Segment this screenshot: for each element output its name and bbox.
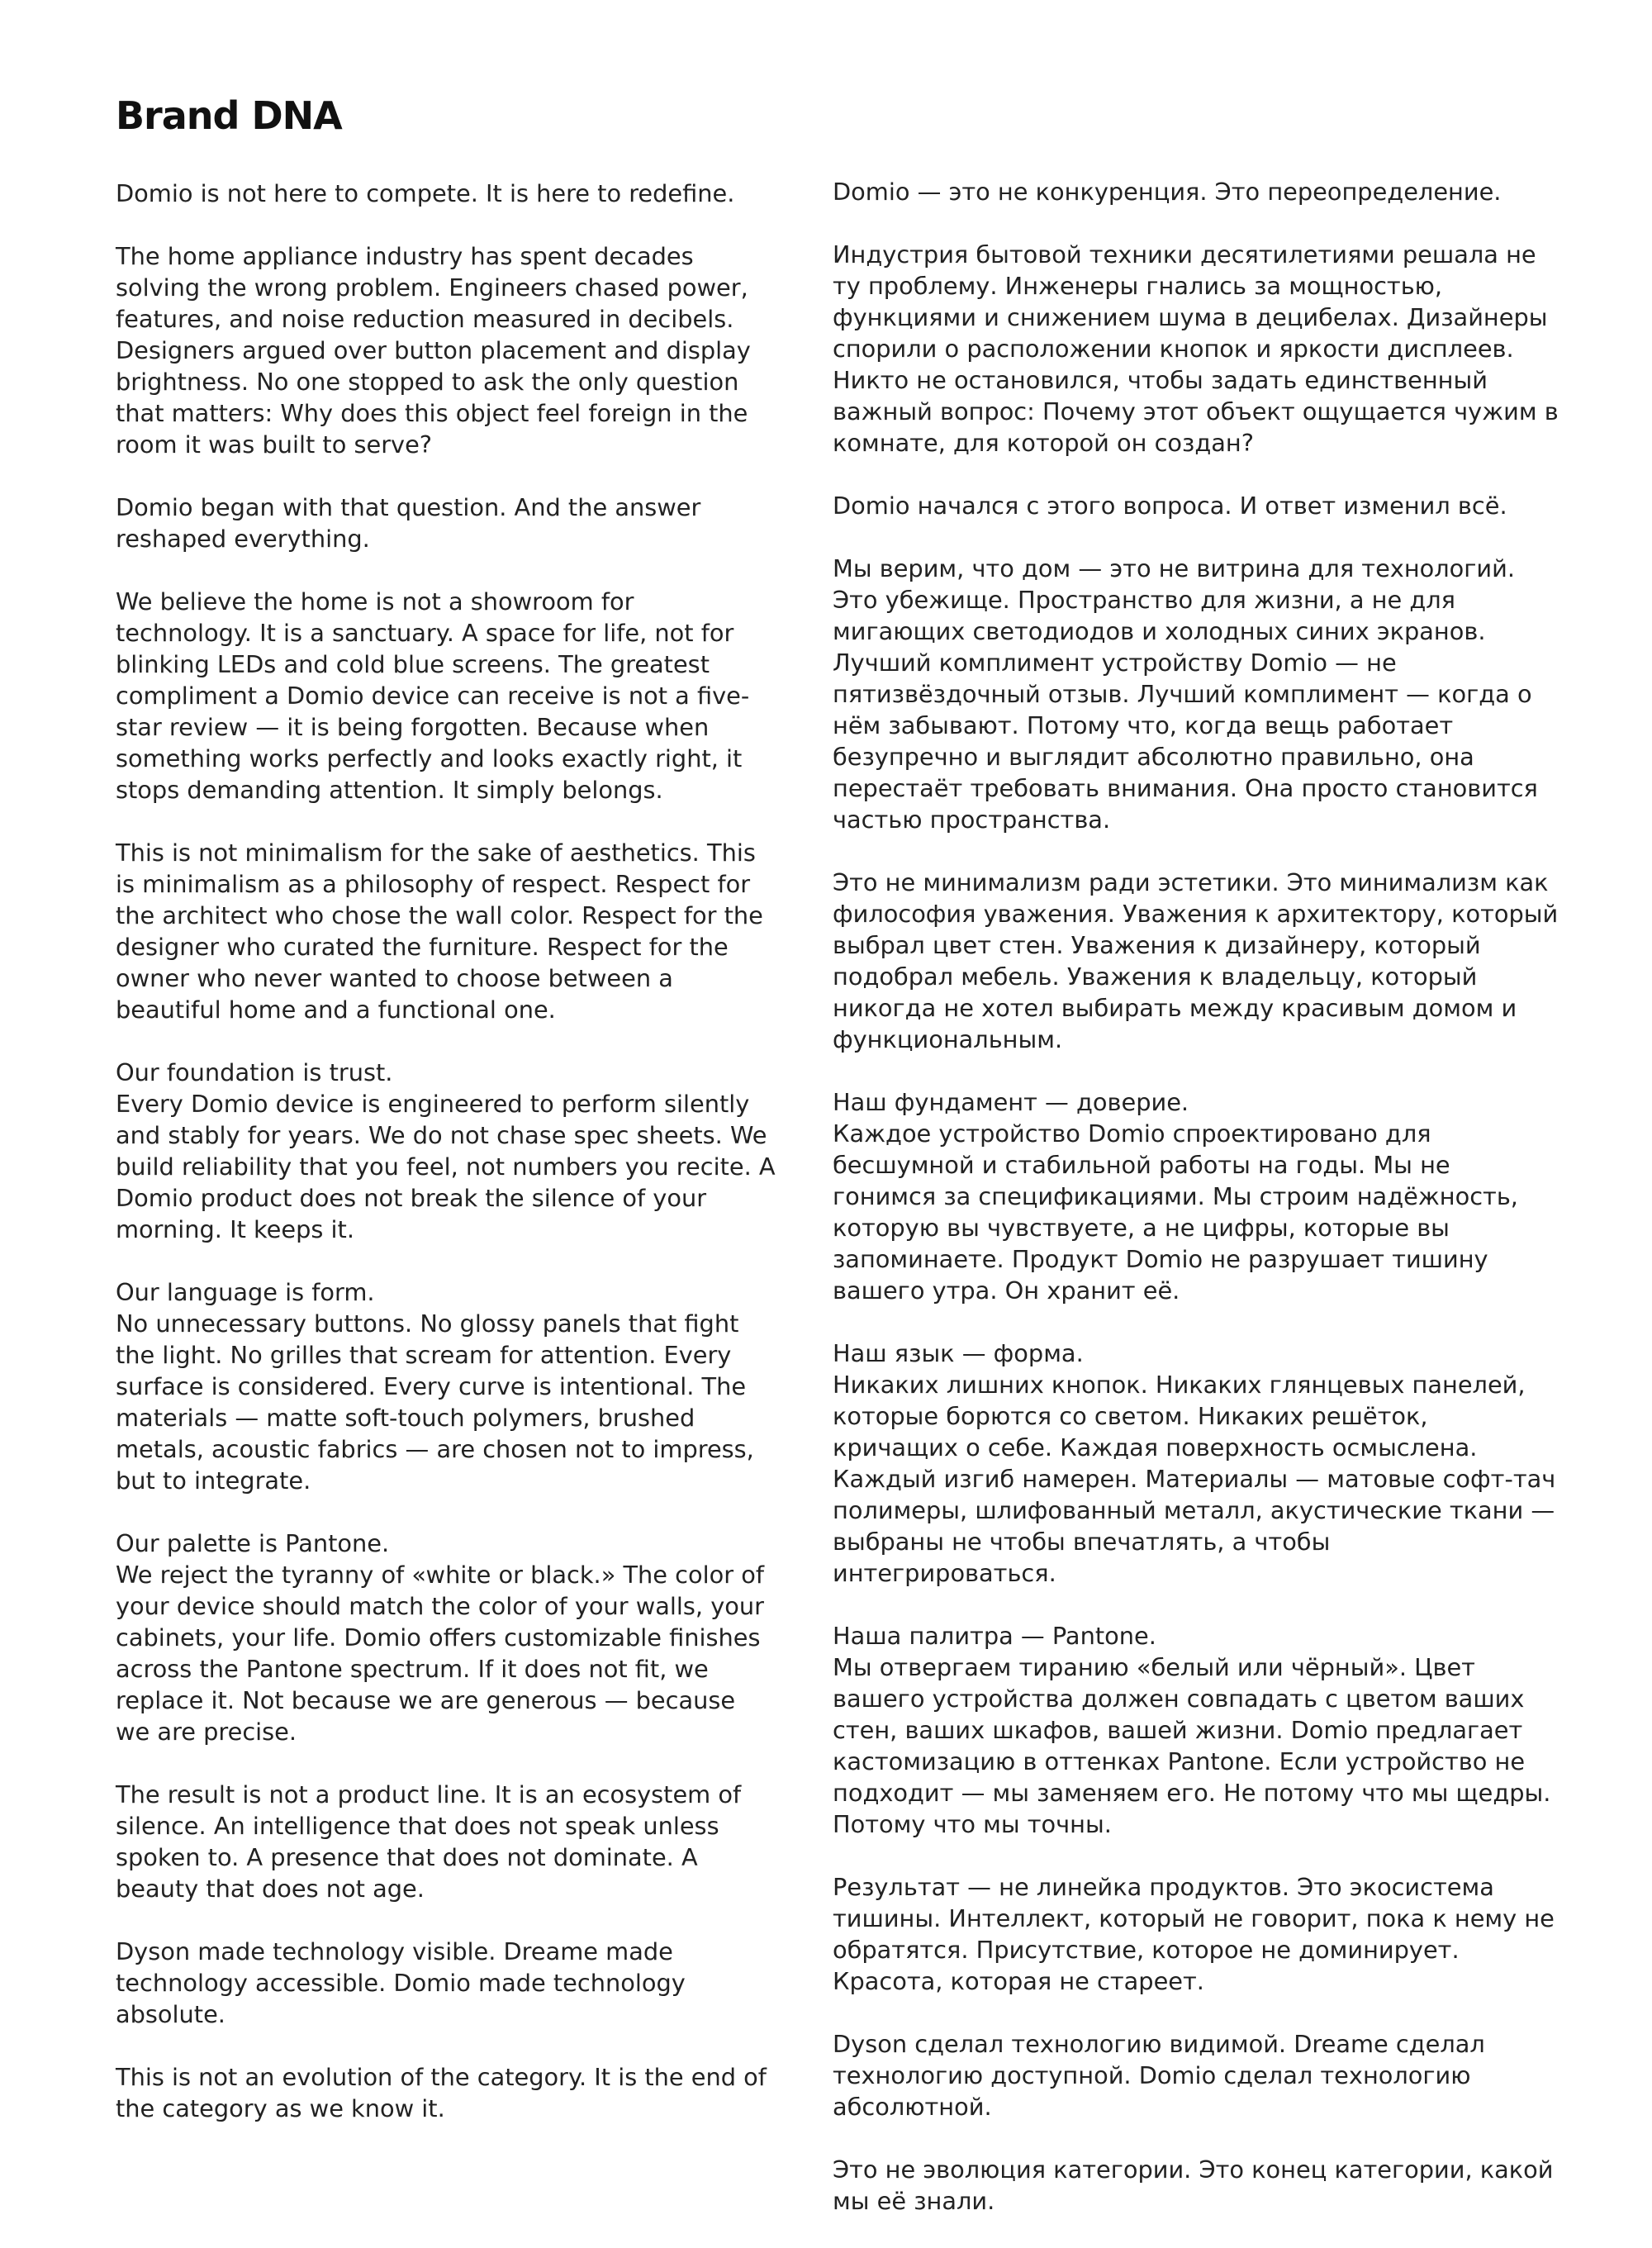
english-paragraph-7: Our language is form. No unnecessary buttons. No glossy panels that fight the light. No grilles that scream for attention. Every surface is considered. Every curve is intentional. The materials — matte soft-touch polymers, brushed metals, acoustic fabrics — are chosen not to impress, but to integrate. (116, 1278, 754, 1495)
russian-paragraph-5: Это не минимализм ради эстетики. Это минимализм как философия уважения. Уважения к архитектору, который выбрал цвет стен. Уважения к дизайнеру, который подобрал мебель. Уважения к владельцу, который никогда не хотел выбирать между красивым домом и функциональным. (833, 868, 1559, 1053)
english-paragraph-1: Domio is not here to compete. It is here to redefine. (116, 179, 735, 207)
english-paragraph-3: Domio began with that question. And the answer reshaped everything. (116, 493, 701, 553)
russian-paragraph-4: Мы верим, что дом — это не витрина для технологий. Это убежище. Пространство для жизни, а не для мигающих светодиодов и холодных синих экранов. Лучший комплимент устройству Domio — не пятизвёздочный отзыв. Лучший комплимент — когда о нём забывают. Потому что, когда вещь работает безупречно и выглядит абсолютно правильно, она перестаёт требовать внимания. Она просто становится частью пространства. (833, 554, 1538, 834)
russian-paragraph-11: Это не эволюция категории. Это конец категории, какой мы её знали. (833, 2155, 1554, 2215)
russian-paragraph-10: Dyson сделал технологию видимой. Dreame сделал технологию доступной. Domio сделал технологию абсолютной. (833, 2030, 1485, 2121)
russian-paragraph-7: Наш язык — форма. Никаких лишних кнопок. Никаких глянцевых панелей, которые борются со светом. Никаких решёток, кричащих о себе. Каждая поверхность осмыслена. Каждый изгиб намерен. Материалы — матовые софт-тач полимеры, шлифованный металл, акустические ткани — выбраны не чтобы впечатлять, а чтобы интегрироваться. (833, 1339, 1556, 1587)
english-paragraph-4: We believe the home is not a showroom for technology. It is a sanctuary. A space for life, not for blinking LEDs and cold blue screens. The greatest compliment a Domio device can receive is not a five-star review — it is being forgotten. Because when something works perfectly and looks exactly right, it stops demanding attention. It simply belongs. (116, 587, 750, 804)
english-paragraph-10: Dyson made technology visible. Dreame made technology accessible. Domio made technology absolute. (116, 1937, 686, 2028)
russian-paragraph-8: Наша палитра — Pantone. Мы отвергаем тиранию «белый или чёрный». Цвет вашего устройства должен совпадать с цветом ваших стен, ваших шкафов, вашей жизни. Domio предлагает кастомизацию в оттенках Pantone. Если устройство не подходит — мы заменяем его. Не потому что мы щедры. Потому что мы точны. (833, 1622, 1551, 1838)
english-paragraph-9: The result is not a product line. It is an ecosystem of silence. An intelligence that does not speak unless spoken to. A presence that does not dominate. A beauty that does not age. (116, 1780, 742, 1903)
russian-paragraph-9: Результат — не линейка продуктов. Это экосистема тишины. Интеллект, который не говорит, пока к нему не обратятся. Присутствие, которое не доминирует. Красота, которая не стареет. (833, 1873, 1555, 1995)
english-paragraph-2: The home appliance industry has spent decades solving the wrong problem. Engineers chased power, features, and noise reduction measured in decibels. Designers argued over button placement and display brightness. No one stopped to ask the only question that matters: Why does this object feel foreign in the room it was built to serve? (116, 242, 751, 459)
english-column (116, 178, 776, 2155)
russian-paragraph-1: Domio — это не конкуренция. Это переопределение. (833, 178, 1502, 206)
russian-paragraph-3: Domio начался с этого вопроса. И ответ изменил всё. (833, 492, 1507, 520)
russian-column (833, 176, 1559, 2248)
russian-paragraph-2: Индустрия бытовой техники десятилетиями решала не ту проблему. Инженеры гнались за мощностью, функциями и снижением шума в децибелах. Дизайнеры спорили о расположении кнопок и яркости дисплеев. Никто не остановился, чтобы задать единственный важный вопрос: Почему этот объект ощущается чужим в комнате, для которой он создан? (833, 240, 1559, 457)
page-title: Brand DNA (116, 93, 342, 138)
english-paragraph-8: Our palette is Pantone. We reject the tyranny of «white or black.» The color of your device should match the color of your walls, your cabinets, your life. Domio offers customizable finishes across the Pantone spectrum. If it does not fit, we replace it. Not because we are generous — because we are precise. (116, 1529, 764, 1746)
english-paragraph-6: Our foundation is trust. Every Domio device is engineered to perform silently and stably for years. We do not chase spec sheets. We build reliability that you feel, not numbers you recite. A Domio product does not break the silence of your morning. It keeps it. (116, 1058, 776, 1243)
english-paragraph-5: This is not minimalism for the sake of aesthetics. This is minimalism as a philosophy of respect. Respect for the architect who chose the wall color. Respect for the designer who curated the furniture. Respect for the owner who never wanted to choose between a beautiful home and a functional one. (116, 839, 763, 1024)
russian-paragraph-6: Наш фундамент — доверие. Каждое устройство Domio спроектировано для бесшумной и стабильной работы на годы. Мы не гонимся за спецификациями. Мы строим надёжность, которую вы чувствуете, а не цифры, которые вы запоминаете. Продукт Domio не разрушает тишину вашего утра. Он хранит её. (833, 1088, 1518, 1305)
english-paragraph-11: This is not an evolution of the category. It is the end of the category as we know it. (116, 2063, 767, 2122)
